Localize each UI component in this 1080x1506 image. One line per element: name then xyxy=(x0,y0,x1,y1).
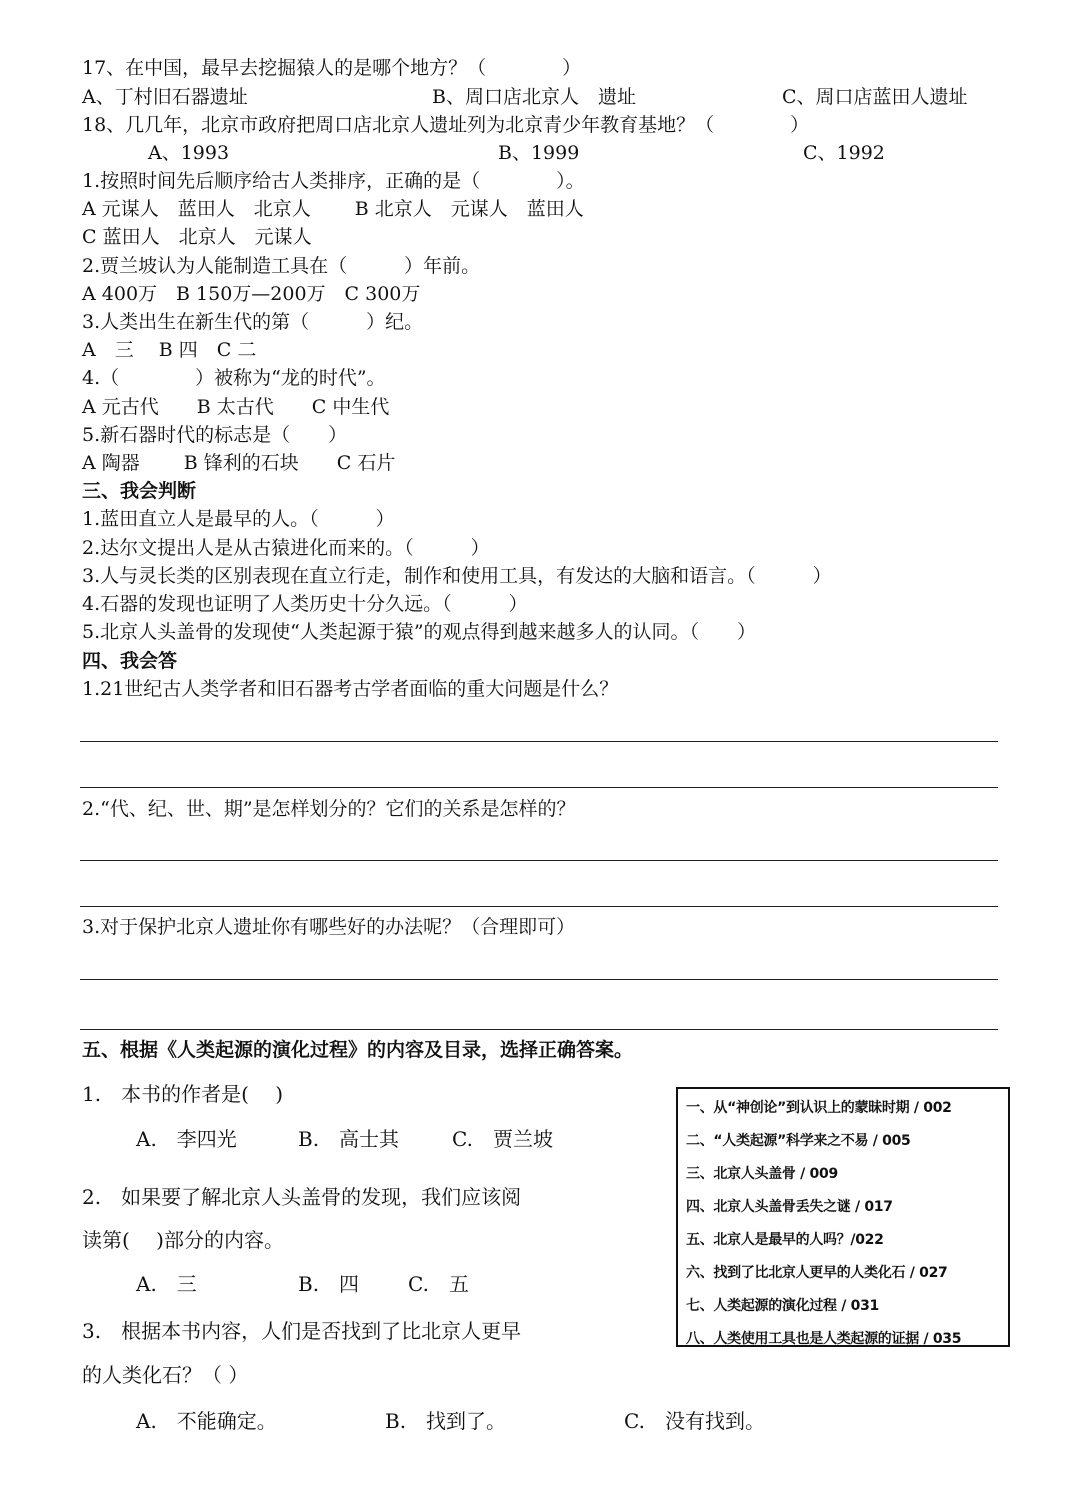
toc-item: 五、北京人是最早的人吗？/022 xyxy=(686,1232,884,1248)
q18-option-c: C、1992 xyxy=(803,142,885,164)
q17-option-b: B、周口店北京人 遗址 xyxy=(432,86,636,108)
mc-1-options-row1: A 元谋人 蓝田人 北京人 B 北京人 元谋人 蓝田人 xyxy=(82,198,584,220)
book-q2-option-b: B. 四 xyxy=(298,1272,360,1296)
book-question-2-line2: 读第( )部分的内容。 xyxy=(82,1228,284,1252)
answer-line xyxy=(80,787,998,788)
toc-item: 四、北京人头盖骨丢失之谜 / 017 xyxy=(686,1199,893,1215)
mc-question-3: 3.人类出生在新生代的第（ ）纪。 xyxy=(82,311,424,333)
toc-item: 六、找到了比北京人更早的人类化石 / 027 xyxy=(686,1265,948,1281)
mc-question-1: 1.按照时间先后顺序给古人类排序，正确的是（ ）。 xyxy=(82,170,585,192)
q17-text: 17、在中国，最早去挖掘猿人的是哪个地方？（ ） xyxy=(82,57,582,79)
answer-question-1: 1.21世纪古人类学者和旧石器考古学者面临的重大问题是什么？ xyxy=(82,678,619,700)
book-q1-option-c: C. 贾兰坡 xyxy=(452,1127,553,1151)
mc-5-options: A 陶器 B 锋利的石块 C 石片 xyxy=(82,452,396,474)
book-question-1: 1. 本书的作者是( ) xyxy=(82,1082,284,1106)
answer-line xyxy=(80,906,998,907)
book-q1-option-a: A. 李四光 xyxy=(136,1127,237,1151)
book-table-of-contents xyxy=(676,1087,1010,1347)
mc-3-options: A 三 B 四 C 二 xyxy=(82,339,257,361)
mc-question-2: 2.贾兰坡认为人能制造工具在（ ）年前。 xyxy=(82,255,481,277)
answer-line xyxy=(80,1029,998,1030)
book-q3-option-b: B. 找到了。 xyxy=(385,1409,507,1433)
mc-question-5: 5.新石器时代的标志是（ ） xyxy=(82,424,348,446)
answer-question-2: 2.“代、纪、世、期”是怎样划分的？它们的关系是怎样的？ xyxy=(82,798,576,820)
judge-item-1: 1.蓝田直立人是最早的人。（ ） xyxy=(82,508,395,530)
book-q3-option-a: A. 不能确定。 xyxy=(136,1409,277,1433)
mc-2-options: A 400万 B 150万—200万 C 300万 xyxy=(82,283,421,305)
book-question-3-line1: 3. 根据本书内容，人们是否找到了比北京人更早 xyxy=(82,1319,522,1343)
judge-item-3: 3.人与灵长类的区别表现在直立行走，制作和使用工具，有发达的大脑和语言。（ ） xyxy=(82,565,832,587)
mc-1-options-row2: C 蓝田人 北京人 元谋人 xyxy=(82,226,312,248)
mc-4-options: A 元古代 B 太古代 C 中生代 xyxy=(82,396,390,418)
section-answer-title: 四、我会答 xyxy=(82,650,178,672)
judge-item-5: 5.北京人头盖骨的发现使“人类起源于猿”的观点得到越来越多人的认同。（ ） xyxy=(82,621,757,643)
toc-item: 一、从“神创论”到认识上的蒙昧时期 / 002 xyxy=(686,1100,952,1116)
book-q2-option-c: C. 五 xyxy=(408,1272,469,1296)
answer-question-3: 3.对于保护北京人遗址你有哪些好的办法呢？（合理即可） xyxy=(82,916,576,938)
judge-item-4: 4.石器的发现也证明了人类历史十分久远。（ ） xyxy=(82,593,528,615)
q17-option-c: C、周口店蓝田人遗址 xyxy=(782,86,968,108)
toc-item: 八、人类使用工具也是人类起源的证据 / 035 xyxy=(686,1331,962,1347)
section-judge-title: 三、我会判断 xyxy=(82,480,197,502)
toc-item: 七、人类起源的演化过程 / 031 xyxy=(686,1298,879,1314)
q18-text: 18、几几年，北京市政府把周口店北京人遗址列为北京青少年教育基地？（ ） xyxy=(82,114,810,136)
q18-option-b: B、1999 xyxy=(498,142,580,164)
q17-option-a: A、丁村旧石器遗址 xyxy=(82,86,248,108)
book-q2-option-a: A. 三 xyxy=(136,1272,197,1296)
judge-item-2: 2.达尔文提出人是从古猿进化而来的。（ ） xyxy=(82,537,490,559)
section-book-title: 五、根据《人类起源的演化过程》的内容及目录，选择正确答案。 xyxy=(82,1039,634,1061)
toc-item: 二、“人类起源”科学来之不易 / 005 xyxy=(686,1133,911,1149)
book-question-3-line2: 的人类化石？（ ） xyxy=(82,1363,249,1387)
toc-item: 三、北京人头盖骨 / 009 xyxy=(686,1166,838,1182)
book-q1-option-b: B. 高士其 xyxy=(298,1127,400,1151)
mc-question-4: 4.（ ）被称为“龙的时代”。 xyxy=(82,367,386,389)
answer-line xyxy=(80,979,998,980)
answer-line xyxy=(80,741,998,742)
answer-line xyxy=(80,860,998,861)
q18-option-a: A、1993 xyxy=(148,142,230,164)
book-question-2-line1: 2. 如果要了解北京人头盖骨的发现，我们应该阅 xyxy=(82,1185,522,1209)
book-q3-option-c: C. 没有找到。 xyxy=(624,1409,765,1433)
